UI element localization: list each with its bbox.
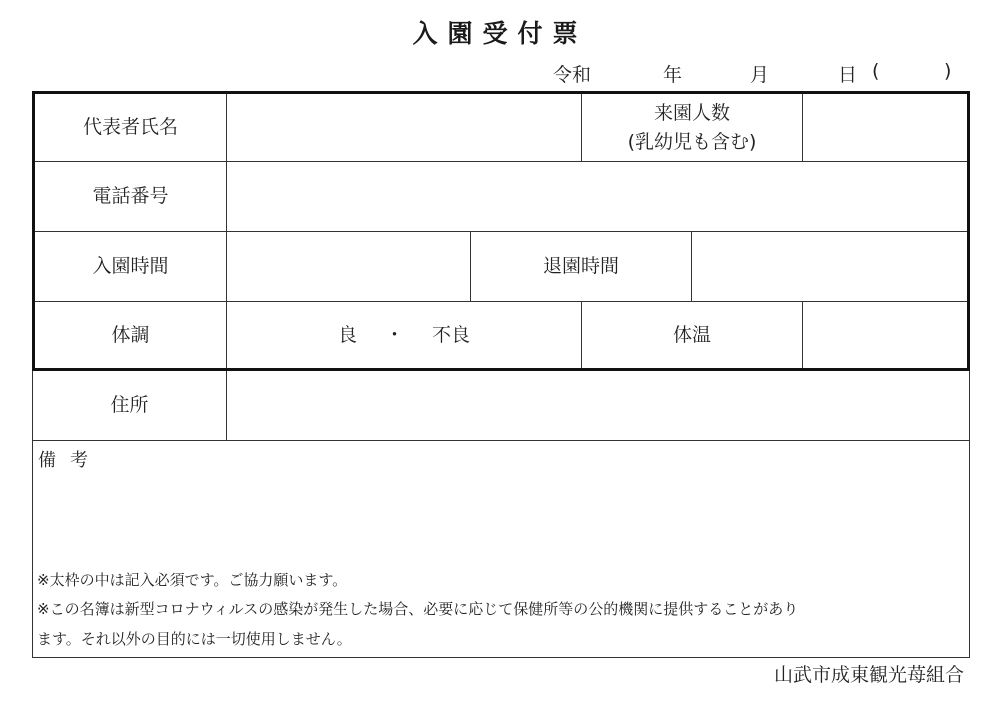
note-privacy-2: ます。それ以外の目的には一切使用しません。 [37, 630, 352, 648]
address-bottom-line [32, 440, 970, 441]
date-year: 年 [663, 64, 683, 86]
representative-name-field[interactable] [227, 94, 581, 161]
note-privacy-1: ※この名簿は新型コロナウィルスの感染が発生した場合、必要に応じて保健所等の公的機関に提供することがあり [37, 600, 799, 618]
date-month: 月 [750, 64, 770, 86]
remarks-label: 備考 [38, 450, 102, 471]
condition-bad-option[interactable]: 不良 [432, 323, 471, 346]
date-day: 日 [838, 64, 858, 86]
issuer-name: 山武市成東観光苺組合 [773, 664, 964, 686]
date-era: 令和 [553, 64, 592, 86]
remarks-field[interactable] [33, 472, 969, 564]
temperature-label: 体温 [672, 323, 711, 346]
visitors-label-line1: 来園人数 [653, 102, 730, 124]
condition-options [227, 302, 581, 368]
date-paren-open: ( [872, 60, 880, 82]
representative-label: 代表者氏名 [82, 116, 178, 139]
entry-time-label: 入園時間 [92, 255, 169, 278]
visitors-count-field[interactable] [803, 94, 967, 161]
address-label: 住所 [110, 394, 149, 417]
visitors-label-line2: (乳幼児も含む) [627, 130, 757, 153]
date-paren-close: ) [944, 60, 952, 82]
entry-time-field[interactable] [227, 232, 470, 301]
exit-time-label: 退園時間 [542, 255, 619, 278]
phone-label: 電話番号 [92, 185, 169, 208]
exit-time-field[interactable] [692, 232, 967, 301]
form-title: 入園受付票 [412, 19, 588, 48]
note-required: ※太枠の中は記入必須です。ご協力願います。 [37, 571, 348, 589]
condition-good-option[interactable]: 良 [337, 323, 357, 346]
condition-separator: ・ [384, 323, 404, 346]
address-field[interactable] [227, 371, 969, 440]
phone-field[interactable] [227, 162, 967, 231]
visitors-label [582, 94, 802, 161]
condition-label: 体調 [111, 323, 150, 346]
temperature-field[interactable] [803, 302, 967, 368]
